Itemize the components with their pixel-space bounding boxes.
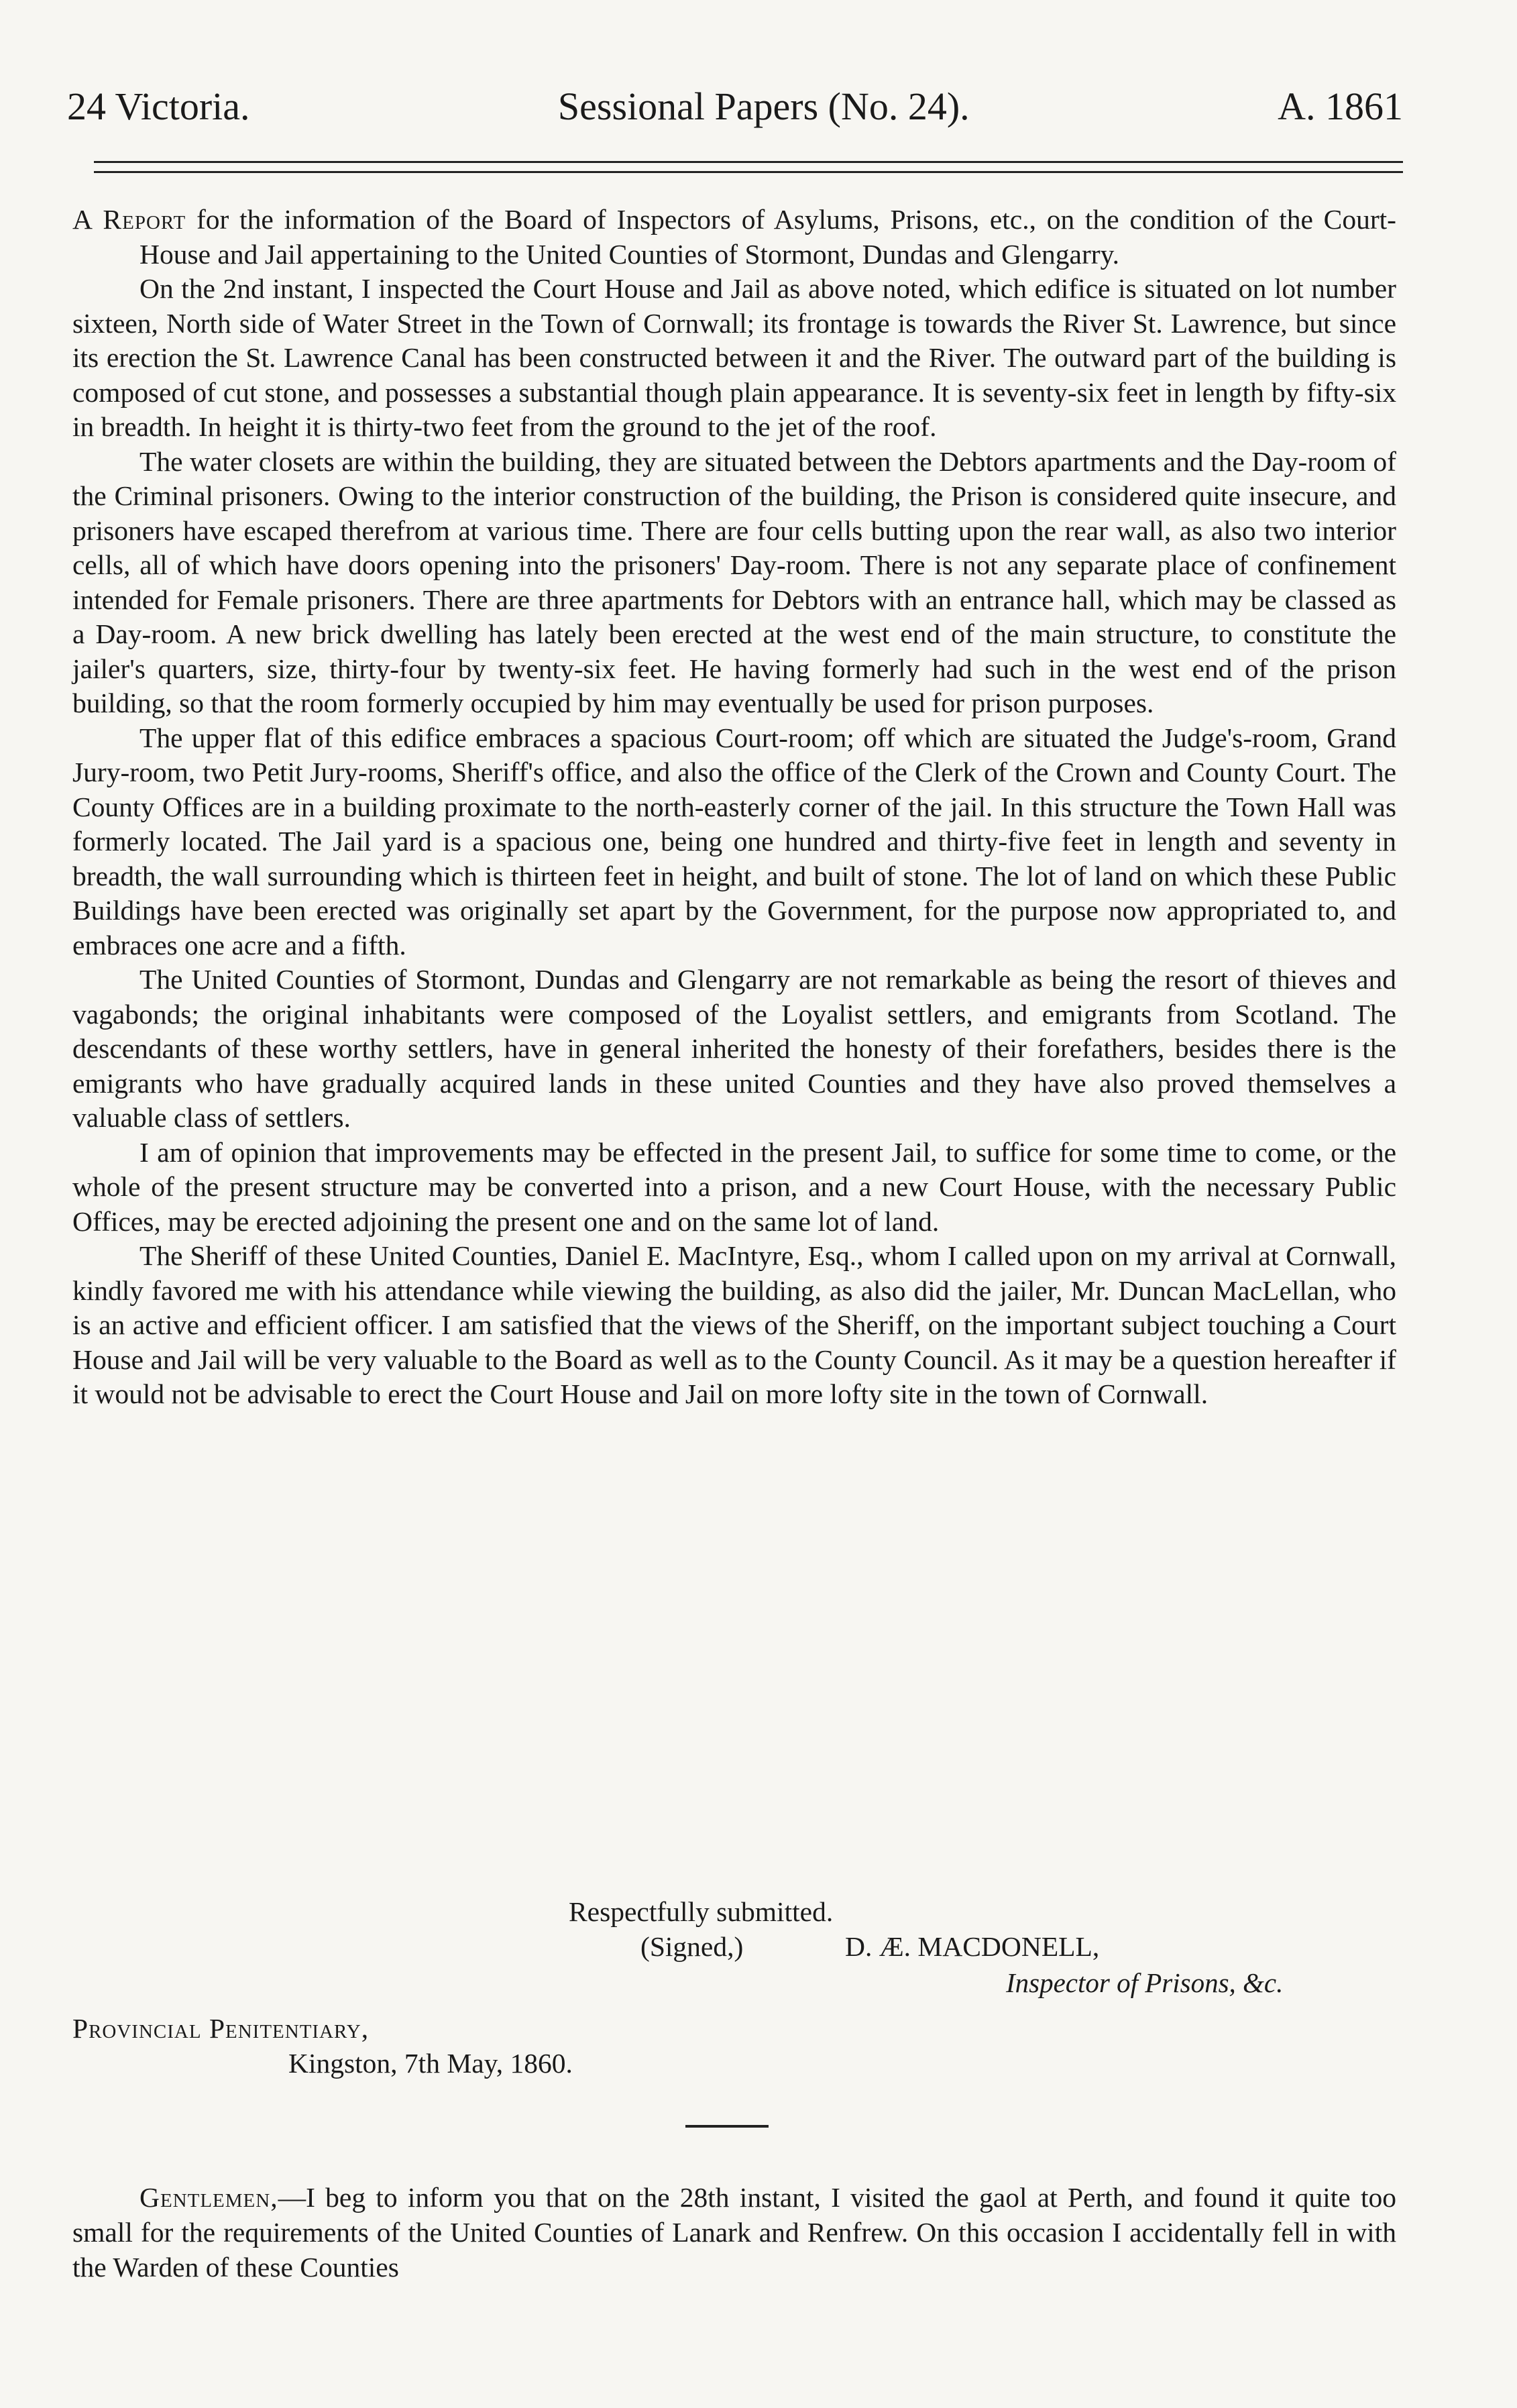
letter-salutation: Gentlemen, <box>139 2182 278 2213</box>
report-title <box>72 203 1396 272</box>
report-paragraph: The water closets are within the building, they are situated between the Debtors apartments and the Day-room of the Criminal prisoners. Owing to the interior construction of the building, the Prison is considered quite insecure, and prisoners have escaped therefrom at various time. There are four cells butting upon the rear wall, as also two interior cells, all of which have doors opening into the prisoners' Day-room. There is not any separate place of confinement intended for Female prisoners. There are three apartments for Debtors with an entrance hall, which may be classed as a Day-room. A new brick dwelling has lately been erected at the west end of the main structure, to constitute the jailer's quarters, size, thirty-four by twenty-six feet. He having formerly had such in the west end of the prison building, so that the room formerly occupied by him may eventually be used for prison purposes. <box>72 445 1396 718</box>
signatory-name: D. Æ. MACDONELL, <box>845 1931 1100 1962</box>
header-year: A. 1861 <box>1278 84 1403 128</box>
page-header <box>67 79 1403 133</box>
letter-text: —I beg to inform you that on the 28th instant, I visited the gaol at Perth, and found it quite too small for the requirements of the United Counties of Lanark and Renfrew. On this occasion I accidentally fell in with the Warden of these Counties <box>72 2182 1396 2283</box>
report-body <box>72 203 1396 1412</box>
signed-label: (Signed,) <box>640 1931 744 1962</box>
header-rule <box>94 161 1403 173</box>
signatory-title: Inspector of Prisons, &c. <box>1006 1967 1284 1998</box>
letter-paragraph <box>72 2180 1396 2285</box>
report-paragraph: I am of opinion that improvements may be effected in the present Jail, to suffice for some time to come, or the whole of the present structure may be converted into a prison, and a new Court House, with the necessary Public Offices, may be erected adjoining the present one and on the same lot of land. <box>72 1136 1396 1237</box>
place-date: Kingston, 7th May, 1860. <box>288 2048 573 2079</box>
report-paragraph: The United Counties of Stormont, Dundas and Glengarry are not remarkable as being the resort of thieves and vagabonds; the original inhabitants were composed of the Loyalist settlers, and emigrants from Scotland. The descendants of these worthy settlers, have in general inherited the honesty of their forefathers, besides there is the emigrants who have gradually acquired lands in these united Counties and they have also proved themselves a valuable class of settlers. <box>72 964 1396 1133</box>
section-divider <box>685 2125 769 2128</box>
report-paragraph: The upper flat of this edifice embraces a spacious Court-room; off which are situated the Judge's-room, Grand Jury-room, two Petit Jury-rooms, Sheriff's office, and also the office of the Clerk of the Crown and County Court. The County Offices are in a building proximate to the north-easterly corner of the jail. In this structure the Town Hall was formerly located. The Jail yard is a spacious one, being one hundred and thirty-five feet in length and seventy in breadth, the wall surrounding which is thirteen feet in height, and built of stone. The lot of land on which these Public Buildings have been erected was originally set apart by the Government, for the purpose now appropriated to, and embraces one acre and a fifth. <box>72 722 1396 961</box>
letter-body <box>72 2180 1396 2285</box>
header-title: Sessional Papers (No. 24). <box>557 84 970 128</box>
header-volume: 24 Victoria. <box>67 84 250 128</box>
report-paragraph: On the 2nd instant, I inspected the Court House and Jail as above noted, which edifice is situated on lot number sixteen, North side of Water Street in the Town of Cornwall; its frontage is towards the River St. Lawrence, but since its erection the St. Lawrence Canal has been constructed between it and the River. The outward part of the building is composed of cut stone, and possesses a substantial though plain appearance. It is seventy-six feet in length by fifty-six in breadth. In height it is thirty-two feet from the ground to the jet of the roof. <box>72 273 1396 442</box>
closing: Respectfully submitted. <box>569 1896 834 1927</box>
report-title-rest: for the information of the Board of Inspectors of Asylums, Prisons, etc., on the condition of the Court-House and Jail appertaining to the United Counties of Stormont, Dundas and Glengarry. <box>139 204 1396 270</box>
place-institution: Provincial Penitentiary, <box>72 2013 370 2044</box>
report-paragraph: The Sheriff of these United Counties, Daniel E. MacIntyre, Esq., whom I called upon on my arrival at Cornwall, kindly favored me with his attendance while viewing the building, as also did the jailer, Mr. Duncan MacLellan, who is an active and efficient officer. I am satisfied that the views of the Sheriff, on the important subject touching a Court House and Jail will be very valuable to the Board as well as to the County Council. As it may be a question hereafter if it would not be advisable to erect the Court House and Jail on more lofty site in the town of Cornwall. <box>72 1240 1396 1409</box>
report-title-lead: A Report <box>72 204 186 235</box>
